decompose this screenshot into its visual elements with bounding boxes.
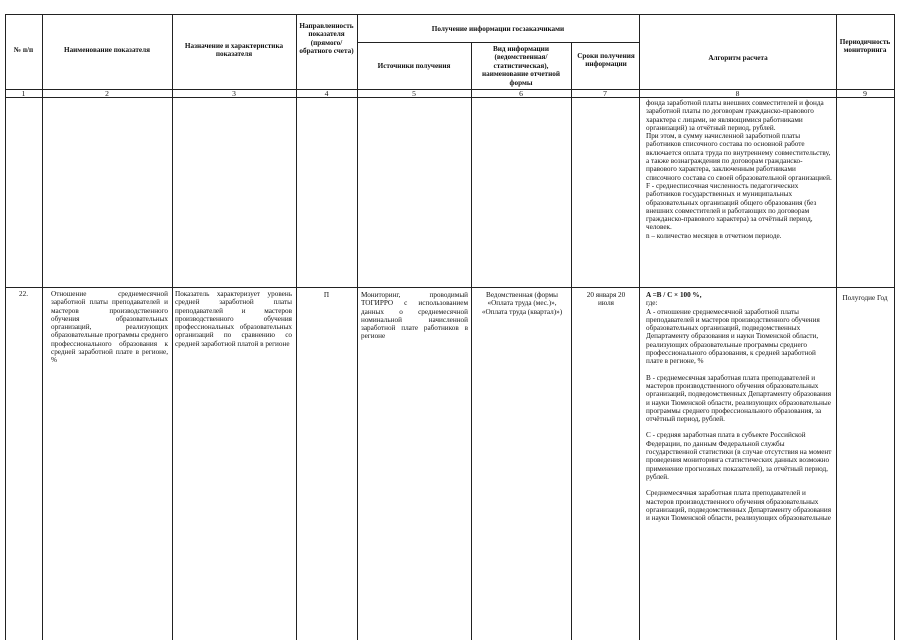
continued-paragraph: При этом, в сумму начисленной заработной платы работников списочного состава по основной работе включается оплата труда по внутреннему совместительству, а также вознаграждения по договорам гражданско-правового характера, заключенным работниками списочного состава со своей образовательной организацией.	[646, 132, 832, 182]
header-number: № п/п	[13, 46, 34, 54]
column-number-5: 5	[412, 89, 416, 98]
continued-paragraph: фонда заработной платы внешних совместителей и фонда заработной платы по договорам гражданско-правового характера с лицами, не являющимися работниками организаций) за отчётный период, рублей.	[646, 99, 824, 132]
header-source: Источники получения	[377, 62, 451, 70]
column-number-6: 6	[519, 89, 523, 98]
continued-algorithm	[646, 99, 832, 240]
info-type: Ведомственная (формы «Оплата труда (мес.)», «Оплата труда (квартал)»)	[481, 291, 563, 316]
column-number-4: 4	[324, 89, 329, 98]
info-source: Мониторинг, проводимый ТОГИРРО с использованием данных о среднемесячной номинальной начисленной заработной плате работников в регионе	[361, 291, 468, 341]
header-direction: Направленность показателя (прямого/обратного счета)	[299, 22, 354, 56]
algorithm-paragraph: С - средняя заработная плата в субъекте Российской Федерации, по данным Федеральной службы государственной статистики (в случае отсутствия на момент проведения мониторинга статистических данных возможно применение прогнозных показателей), за отчётный период, рублей.	[646, 431, 832, 481]
algorithm-paragraph: А - отношение среднемесячной заработной платы преподавателей и мастеров производственного обучения образовательных организаций, подведомственных Департаменту образования и науки Тюменской области, реализующих образовательные программы среднего профессионального образования, к средней заработной плате в регионе, %	[646, 307, 820, 366]
indicator-purpose: Показатель характеризует уровень средней заработной платы преподавателей и мастеров производственного обучения профессиональных образовательных организаций по сравнению со средней заработной платой в регионе	[175, 290, 292, 348]
column-number-2: 2	[105, 89, 109, 98]
algorithm-paragraph: В - среднемесячная заработная плата преподавателей и мастеров производственного обучения образовательных организаций, подведомственных Департаменту образования и науки Тюменской области, реализующих образовательные программы среднего профессионального образования, за отчётный период, рублей.	[646, 373, 832, 424]
indicator-name: Отношение среднемесячной заработной платы преподавателей и мастеров производственного обучения образовательных организаций, реализующих образовательные программы среднего профессионального образования к средней заработной плате в регионе, %	[51, 290, 169, 365]
header-algorithm: Алгоритм расчета	[708, 54, 768, 62]
continued-paragraph: n – количество месяцев в отчетном периоде.	[646, 231, 782, 240]
header-periodicity: Периодичность мониторинга	[839, 38, 891, 55]
header-info-group: Получение информации госзаказчиками	[431, 25, 565, 33]
column-number-8: 8	[735, 89, 740, 98]
header-info-type: Вид информации (ведомственная/ статистическая), наименование отчетной формы	[482, 45, 560, 87]
column-number-9: 9	[863, 89, 867, 98]
header-purpose: Назначение и характеристика показателя	[184, 42, 284, 59]
continued-paragraph: F - среднесписочная численность педагогических работников государственных и муниципальных образовательных организаций общего образования (без внешних совместителей и работающих по договорам гражданско-правового характера) за отчётный период, человек.	[646, 181, 817, 232]
column-number-3: 3	[232, 89, 236, 98]
periodicity: Полугодие Год	[842, 294, 888, 302]
indicator-direction: П	[323, 291, 330, 299]
header-indicator-name: Наименование показателя	[63, 46, 150, 54]
where-label: где:	[646, 299, 658, 308]
algorithm	[646, 291, 832, 522]
column-number-1: 1	[21, 89, 26, 98]
column-number-7: 7	[603, 89, 607, 98]
header-deadlines: Сроки получения информации	[577, 52, 635, 69]
algorithm-paragraph: Среднемесячная заработная плата преподавателей и мастеров производственного обучения образовательных организаций, подведомственных Департаменту образования и науки Тюменской области, реализующих образовательные	[646, 489, 832, 523]
row-number: 22.	[19, 290, 28, 298]
info-deadlines: 20 января 20 июля	[586, 291, 626, 308]
formula: A =B / C × 100 %,	[646, 291, 702, 299]
